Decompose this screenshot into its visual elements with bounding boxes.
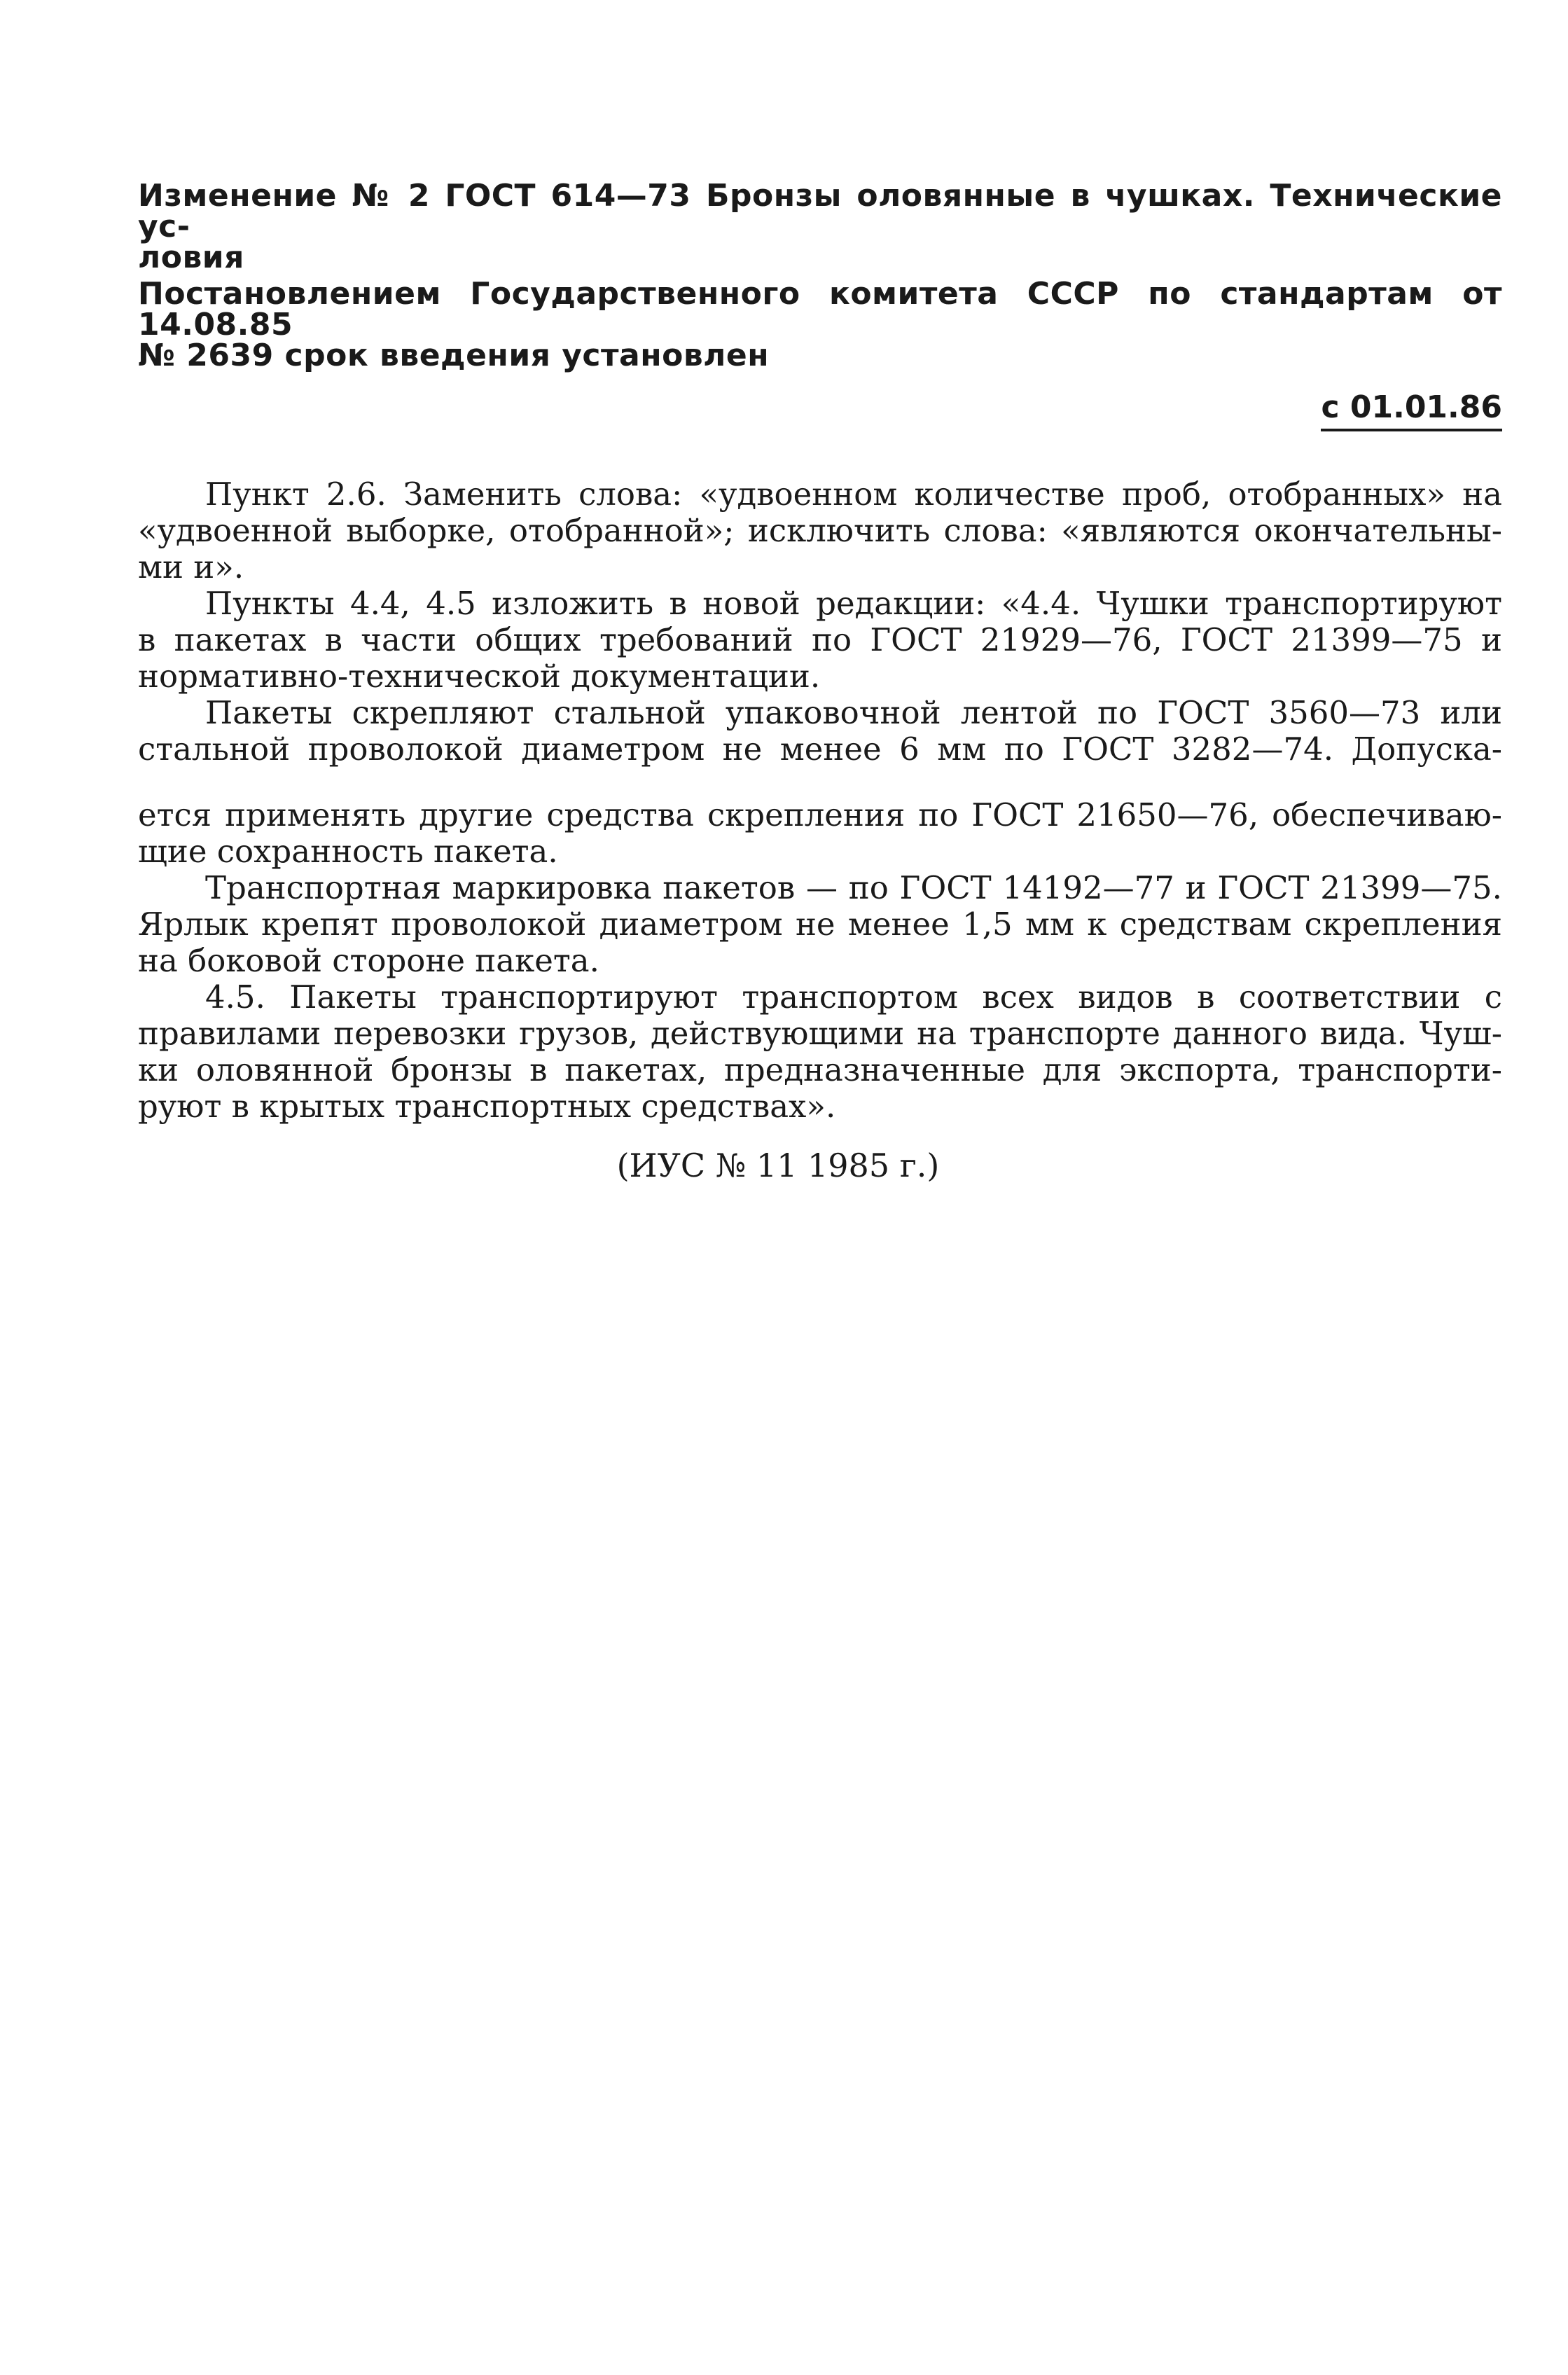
paragraph-transport-marking xyxy=(138,870,1502,979)
source-reference: (ИУС № 11 1985 г.) xyxy=(616,1147,940,1184)
paragraph-items-4-4-4-5 xyxy=(138,586,1502,695)
paragraph-line: 4.5. Пакеты транспортируют транспортом всех видов в соответствии с xyxy=(205,978,1502,1016)
paragraph-line: ми и». xyxy=(138,548,244,586)
header-resolution-line-2: № 2639 срок введения установлен xyxy=(138,338,770,373)
paragraph-line: Ярлык крепят проволокой диаметром не менее 1,5 мм к средствам скрепления xyxy=(138,906,1502,943)
effective-date-wrapper xyxy=(138,389,1502,431)
document-body xyxy=(138,476,1502,1185)
paragraph-item-4-5 xyxy=(138,979,1502,1125)
document-header xyxy=(138,178,1502,431)
paragraph-line: Транспортная маркировка пакетов — по ГОСТ 14192—77 и ГОСТ 21399—75. xyxy=(205,869,1502,906)
paragraph-line: стальной проволокой диаметром не менее 6 мм по ГОСТ 3282—74. Допуска- xyxy=(138,730,1502,768)
paragraph-line: щие сохранность пакета. xyxy=(138,833,558,870)
paragraph-fastening-continued xyxy=(138,797,1502,870)
header-title-line-1: Изменение № 2 ГОСТ 614—73 Бронзы оловянные в чушках. Технические ус- xyxy=(138,178,1502,244)
header-title-line-2: ловия xyxy=(138,240,244,275)
paragraph-line: руют в крытых транспортных средствах». xyxy=(138,1088,836,1125)
paragraph-item-2-6 xyxy=(138,476,1502,586)
paragraph-line: на боковой стороне пакета. xyxy=(138,942,599,979)
paragraph-line: «удвоенной выборке, отобранной»; исключить слова: «являются окончательны- xyxy=(138,512,1502,549)
paragraph-line: Пакеты скрепляют стальной упаковочной лентой по ГОСТ 3560—73 или xyxy=(205,694,1502,731)
paragraph-packages-fastening xyxy=(138,695,1502,768)
paragraph-line: Пункт 2.6. Заменить слова: «удвоенном количестве проб, отобранных» на xyxy=(205,476,1502,513)
paragraph-line: нормативно-технической документации. xyxy=(138,658,821,695)
header-resolution-line-1: Постановлением Государственного комитета СССР по стандартам от 14.08.85 xyxy=(138,276,1502,342)
document-page xyxy=(138,178,1502,1185)
paragraph-line: ки оловянной бронзы в пакетах, предназначенные для экспорта, транспорти- xyxy=(138,1051,1502,1088)
paragraph-line: ется применять другие средства скрепления по ГОСТ 21650—76, обеспечиваю- xyxy=(138,796,1502,833)
effective-date: с 01.01.86 xyxy=(1321,389,1502,431)
paragraph-line: в пакетах в части общих требований по ГОСТ 21929—76, ГОСТ 21399—75 и xyxy=(138,621,1502,658)
paragraph-line: правилами перевозки грузов, действующими на транспорте данного вида. Чуш- xyxy=(138,1015,1502,1052)
paragraph-line: Пункты 4.4, 4.5 изложить в новой редакции: «4.4. Чушки транспортируют xyxy=(205,585,1502,622)
